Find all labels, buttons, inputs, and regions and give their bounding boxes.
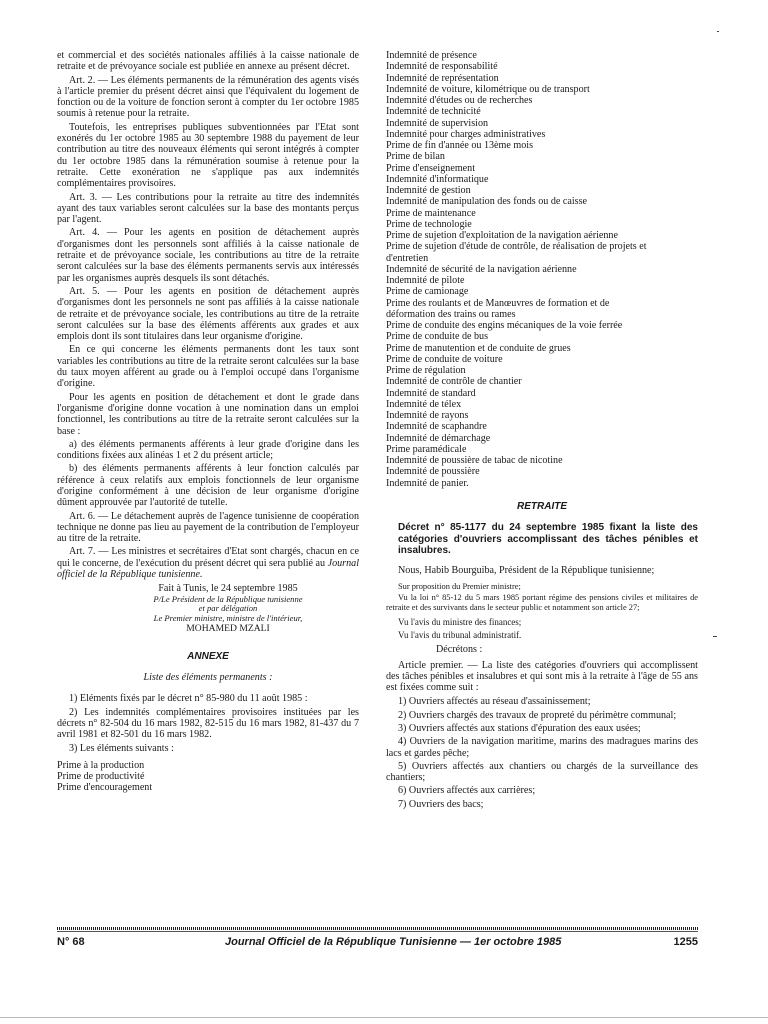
list-item: Indemnité de panier. (386, 477, 469, 489)
signature-name: MOHAMED MZALI (186, 623, 270, 635)
article-2: Art. 2. — Les éléments permanents de la rémunération des agents visés à l'article premier du présent décret ainsi que l'équivalent du logement de fonction ou de la voiture de fonction seront à compter du 1er octobre 1985 soumis à retenue pour la retraite. (57, 74, 359, 120)
list-item: Prime de manutention et de conduite de grues (386, 342, 571, 354)
list-item: Indemnité de poussière (386, 466, 480, 478)
list-item: Prime de conduite de bus (386, 331, 489, 343)
list-item: Indemnité de manipulation des fonds ou de caisse (386, 196, 587, 208)
signature-block (57, 583, 359, 634)
left-column (57, 50, 359, 794)
list-item: Prime de camionage (386, 286, 469, 298)
article-5: Art. 5. — Pour les agents en position de détachement auprès d'organismes dont les personnels ne sont pas affiliés à la caisse nationale de retraite et de prévoyance sociale, les contributions au titre de la retraite seront calculées sur la base des éléments afférents aux grades et aux emplois dont ils sont titulaires dans leur organisme d'origine. (57, 285, 359, 343)
footer-rule-line (57, 931, 698, 932)
article-7-journal: Journal officiel de la République tunisienne. (57, 557, 360, 581)
item-b: b) des éléments permanents afférents à leur fonction calculés par référence à ceux relatifs aux emplois fonctionnels de leur organisme d'origine conformément à une décision de leur organisme d'origine dûment approuvée par l'autorité de tutelle. (57, 463, 359, 509)
list-item: Prime d'enseignement (386, 162, 475, 174)
list-item: Indemnité pour charges administratives (386, 128, 546, 140)
article-6: Art. 6. — Le détachement auprès de l'agence tunisienne de coopération technique ne donne pas lieu au payement de la contribution de l'employeur au titre de la retraite. (57, 510, 360, 545)
prime-item: Prime d'encouragement (57, 782, 153, 794)
list-item: Prime de conduite de voiture (386, 353, 503, 365)
list-item: Prime de maintenance (386, 207, 476, 219)
annexe-item-1: 1) Eléments fixés par le décret n° 85-980 du 11 août 1985 : (69, 693, 308, 705)
list-item: Prime de bilan (386, 151, 445, 163)
liste-title: Liste des éléments permanents : (143, 672, 273, 684)
nous-paragraph: Nous, Habib Bourguiba, Président de la République tunisienne; (398, 564, 655, 576)
list-item: Indemnité de pilote (386, 275, 465, 286)
list-item: Prime de régulation (386, 365, 466, 376)
article-3: Art. 3. — Les contributions pour la retraite au titre des indemnités ayant des taux variables seront calculées sur la base des montants perçus par l'agent. (57, 191, 359, 226)
signature-line-2: et par délégation (198, 603, 258, 614)
annexe-title: ANNEXE (187, 650, 229, 662)
list-item: Indemnité de gestion (386, 185, 471, 196)
functional-post-paragraph: Pour les agents en position de détachement et dont le grade dans l'organisme d'origine donne vocation à une nomination dans un emploi fonctionnel, les contributions au titre de la retraite seront calculées sur la base : (57, 391, 359, 437)
category-item: 5) Ouvriers affectés aux chantiers ou chargés de la surveillance des chantiers; (386, 760, 698, 784)
footer-rule (57, 927, 698, 930)
signature-line-3: Le Premier ministre, ministre de l'intérieur, (153, 612, 303, 623)
variable-rates-paragraph: En ce qui concerne les éléments permanents dont les taux sont variables les contributions au titre de la retraite seront calculées sur la base du taux moyen afférent au grade ou à l'emploi occupé dans l'organisme d'origine. (57, 344, 359, 390)
list-item: Indemnité de scaphandre (386, 421, 487, 433)
visa-loi: Vu la loi n° 85-12 du 5 mars 1985 portant régime des pensions civiles et militaires de retraite et des survivants dans le secteur public et notamment son article 27; (386, 593, 698, 613)
page-number: 1255 (673, 936, 698, 948)
visa-proposition: Sur proposition du Premier ministre; (398, 581, 521, 591)
page-footer (57, 936, 698, 950)
category-item: 6) Ouvriers affectés aux carrières; (398, 785, 536, 797)
prime-list (57, 760, 359, 794)
list-item: Indemnité de sécurité de la navigation aérienne (386, 263, 577, 275)
journal-title: Journal Officiel de la République Tunisienne — 1er octobre 1985 (225, 936, 562, 948)
item-a: a) des éléments permanents afférents à leur grade d'origine dans les conditions fixées aux alinéas 1 et 2 du présent article; (57, 438, 359, 462)
visa-finances: Vu l'avis du ministre des finances; (398, 616, 522, 627)
category-item: 4) Ouvriers de la navigation maritime, marins des madragues marins des lacs et gardes pêche; (386, 736, 698, 759)
list-item: Indemnité de rayons (386, 410, 469, 421)
list-item: Indemnité de standard (386, 387, 476, 399)
list-item: Prime de sujetion d'étude de contrôle, de réalisation de projets et (386, 241, 647, 253)
list-item: Indemnité de contrôle de chantier (386, 376, 522, 388)
indemnity-list (386, 50, 698, 489)
prime-item: Prime de productivité (57, 771, 145, 783)
category-item: 2) Ouvriers chargés des travaux de propreté du périmètre communal; (398, 709, 677, 721)
toutefois-paragraph: Toutefois, les entreprises publiques subventionnées par l'Etat sont exonérés du 1er octobre 1985 au 30 septembre 1988 du payement de leur contribution au titre des nouveaux éléments qui seront intégrés à compter du 1er octobre 1985 dans la rémunération soumise à retenue pour la retraite. Cette exonération ne s'applique pas aux indemnités complémentaires provisoires. (57, 121, 359, 190)
category-item: 3) Ouvriers affectés aux stations d'épuration des eaux usées; (398, 723, 641, 734)
list-item: Indemnité de démarchage (386, 432, 491, 444)
list-item: Prime de technologie (386, 218, 472, 230)
list-item: Indemnité de supervision (386, 117, 489, 129)
list-item: Prime des roulants et de Manœuvres de formation et de (386, 297, 610, 309)
list-item: Indemnité d'études ou de recherches (386, 95, 533, 106)
article-4: Art. 4. — Pour les agents en position de détachement auprès d'organismes dont les personnels sont affiliés à la caisse nationale de retraite et de prévoyance sociale, les contributions au titre de la retraite seront calculées sur la base des éléments permanents servis aux intéressés par les organismes auprès desquels ils sont détachés. (57, 227, 359, 284)
signature-line-1: P/Le Président de la République tunisienne (153, 593, 303, 604)
list-item: déformation des trains ou rames (386, 308, 516, 320)
list-item: Prime paramédicale (386, 443, 467, 455)
article-7 (57, 546, 359, 580)
prime-item: Prime à la production (57, 759, 145, 771)
decretons: Décrétons : (436, 644, 483, 656)
annexe-item-2: 2) Les indemnités complémentaires provisoires instituées par les décrets n° 82-504 du 16 mars 1982, 82-515 du 16 mars 1982, 81-437 du 7 avril 1981 et 82-501 du 16 mars 1982. (57, 706, 359, 741)
category-item: 7) Ouvriers des bacs; (398, 798, 484, 810)
list-item: Prime de conduite des engins mécaniques de la voie ferrée (386, 320, 623, 331)
list-item: Prime de sujetion d'exploitation de la navigation aérienne (386, 230, 618, 241)
list-item: Indemnité de responsabilité (386, 61, 498, 73)
list-item: Indemnité de voiture, kilométrique ou de transport (386, 83, 590, 95)
list-item: Indemnité de télex (386, 398, 462, 410)
list-item: Indemnité de technicité (386, 106, 481, 118)
right-column (386, 50, 698, 812)
list-item: Indemnité de poussière de tabac de nicotine (386, 455, 563, 466)
retraite-title: RETRAITE (517, 500, 567, 512)
list-item: d'entretien (386, 252, 429, 264)
annexe-item-3: 3) Les éléments suivants : (69, 742, 174, 754)
intro-paragraph: et commercial et des sociétés nationales affiliés à la caisse nationale de retraite et de prévoyance sociale est publiée en annexe au présent décret. (57, 50, 359, 73)
list-item: Indemnité de présence (386, 50, 477, 61)
list-item: Indemnité d'informatique (386, 173, 489, 185)
scan-speck (717, 31, 719, 32)
list-item: Prime de fin d'année ou 13ème mois (386, 140, 534, 151)
article-premier: Article premier. — La liste des catégories d'ouvriers qui accomplissent des tâches pénibles et insalubres et qui sont mis à la retraite à l'âge de 55 ans est fixées comme suit : (386, 659, 698, 694)
signature-place: Fait à Tunis, le 24 septembre 1985 (158, 583, 298, 595)
visa-tribunal: Vu l'avis du tribunal administratif. (398, 629, 522, 640)
issue-number: N° 68 (57, 936, 85, 948)
category-item: 1) Ouvriers affectés au réseau d'assainissement; (398, 696, 591, 708)
list-item: Indemnité de représentation (386, 72, 499, 84)
bottom-edge-line (0, 1017, 768, 1018)
visa-block (386, 582, 698, 613)
scan-speck (713, 636, 717, 637)
decree-title: Décret n° 85-1177 du 24 septembre 1985 fixant la liste des catégories d'ouvriers accomplissant des tâches pénibles et insalubres. (398, 522, 698, 557)
article-7-text: Art. 7. — Les ministres et secrétaires d'Etat sont chargés, chacun en ce qui le concerne, de l'exécution du présent décret qui sera publié au (57, 546, 359, 569)
